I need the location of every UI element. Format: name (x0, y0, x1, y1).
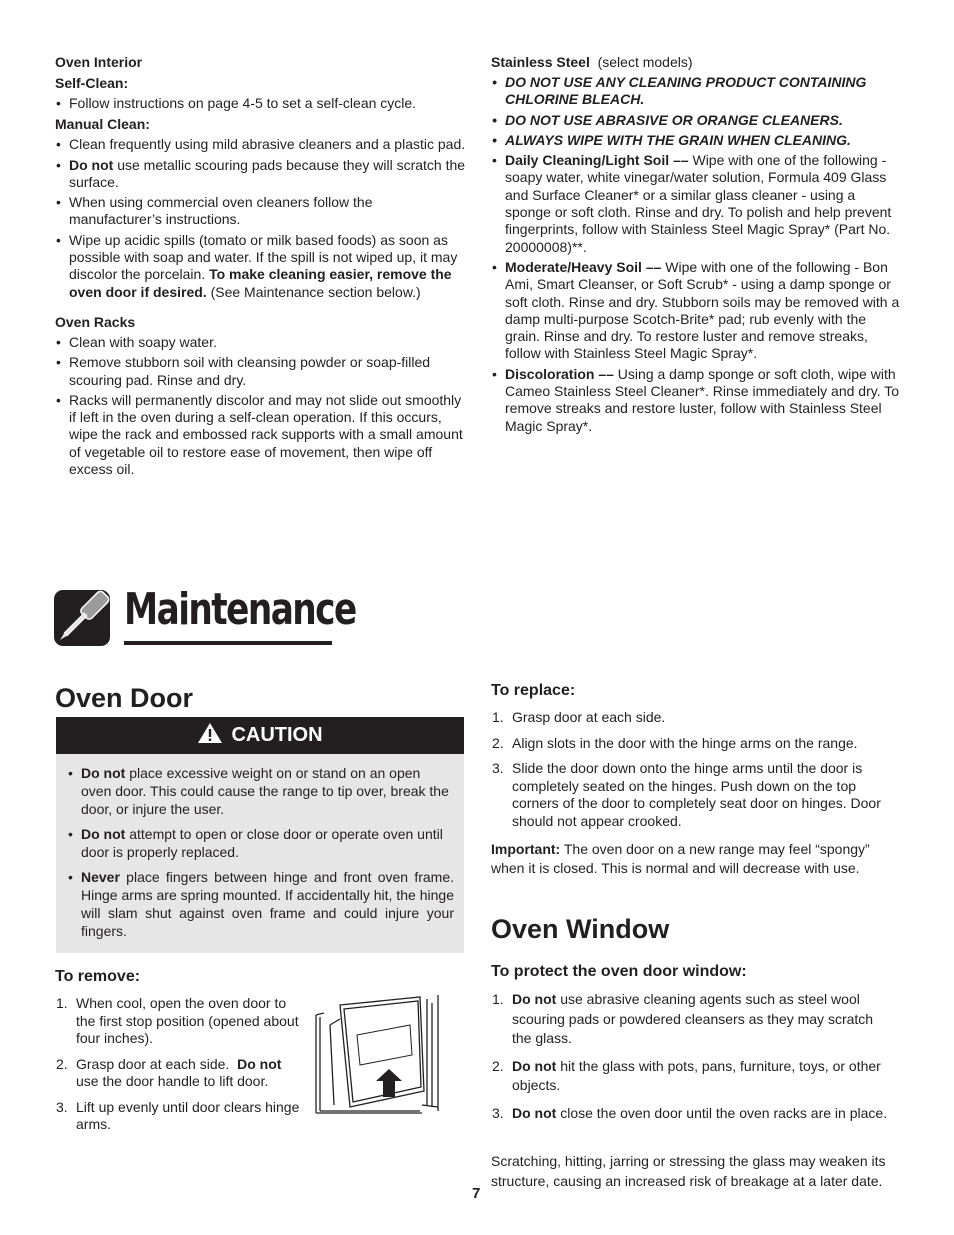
stainless-steel-section (491, 53, 901, 438)
list-item: 3. Do not close the oven door until the oven racks are in place. (492, 1104, 888, 1121)
manual-clean-list (55, 136, 467, 301)
list-item: • Wipe up acidic spills (tomato or milk based foods) as soon as possible with soap and water. If the spill is not wiped up, it may discolor the porcelain. To make cleaning easier, remove the oven door if desired. (See Maintenance section below.) (55, 232, 467, 301)
list-item: • Do not place excessive weight on or stand on an open oven door. This could cause the range to tip over, break the door, or injure the user. (67, 764, 454, 818)
caution-label: CAUTION (231, 724, 323, 746)
protect-steps (491, 990, 896, 1123)
maintenance-rule (124, 641, 332, 645)
stainless-steel-list (491, 74, 901, 435)
list-item: • Clean frequently using mild abrasive cleaners and a plastic pad. (55, 136, 467, 153)
stainless-steel-heading: Stainless Steel (select models) (491, 54, 693, 70)
caution-box (56, 717, 464, 953)
oven-racks-list (55, 334, 467, 478)
list-item: • Daily Cleaning/Light Soil –– Wipe with one of the following - soapy water, white vinegar/water solution, Formula 409 Glass and Surface Cleaner* or a similar glass cleaner - using a sponge or soft cloth. Rinse and dry. To polish and help prevent fingerprints, follow with Stainless Steel Magic Spray* (Part No. 20000008)**. (491, 152, 901, 256)
warning-item: • ALWAYS WIPE WITH THE GRAIN WHEN CLEANING. (491, 132, 901, 149)
list-item: • Do not attempt to open or close door or operate oven until door is properly replaced. (67, 825, 454, 861)
warning-triangle-icon (197, 722, 223, 749)
oven-interior-heading: Oven Interior (55, 54, 143, 70)
important-note: Important: The oven door on a new range may feel “spongy” when it is closed. This is normal and will decrease with use. (491, 841, 870, 876)
list-item: • Clean with soapy water. (55, 334, 467, 351)
to-replace-heading: To replace: (491, 682, 576, 699)
maintenance-title: Maintenance (124, 584, 356, 635)
list-item: • Remove stubborn soil with cleansing powder or soap-filled scouring pad. Rinse and dry. (55, 354, 467, 389)
page-number: 7 (472, 1185, 481, 1202)
list-item: 3. Lift up evenly until door clears hinge arms. (56, 1098, 300, 1132)
caution-list (56, 754, 464, 940)
oven-window-title: Oven Window (491, 914, 670, 944)
self-clean-heading: Self-Clean: (55, 75, 129, 91)
oven-door-title: Oven Door (55, 683, 194, 713)
window-closing-note: Scratching, hitting, jarring or stressing the glass may weaken its structure, causing an increased risk of breakage at a later date. (491, 1153, 886, 1189)
warning-item: • DO NOT USE ANY CLEANING PRODUCT CONTAINING CHLORINE BLEACH. (491, 74, 901, 109)
to-remove-heading: To remove: (55, 968, 141, 985)
oven-racks-heading: Oven Racks (55, 313, 136, 330)
oven-door-illustration (312, 995, 445, 1117)
list-item: • Never place fingers between hinge and front oven frame. Hinge arms are spring mounted. If accidentally hit, the hinge will slam shut against oven frame and could injure your fingers. (67, 868, 454, 940)
list-item: 3. Slide the door down onto the hinge arms until the door is completely seated on the hinges. Push down on the top corners of the door to completely seat door on hinges. Door should not appear crooked. (492, 760, 881, 829)
list-item: 1. Grasp door at each side. (492, 709, 666, 725)
list-item: 1. When cool, open the oven door to the first stop position (opened about four inches). (56, 995, 299, 1046)
list-item: 2. Grasp door at each side. Do not use the door handle to lift door. (56, 1055, 282, 1089)
oven-interior-section (55, 53, 467, 481)
caution-header (56, 717, 464, 754)
list-item: • Do not use metallic scouring pads because they will scratch the surface. (55, 157, 467, 192)
list-item: • Moderate/Heavy Soil –– Wipe with one of the following - Bon Ami, Smart Cleanser, or Soft Scrub* - using a damp sponge or soft cloth. Rinse and dry. Stubborn soils may be removed with a damp multi-purpose Scotch-Brite* pad; rub evenly with the grain. Rinse and dry. To restore luster and remove streaks, follow with Stainless Steel Magic Spray*. (491, 259, 901, 363)
list-item: • Discoloration –– Using a damp sponge or soft cloth, wipe with Cameo Stainless Steel Cleaner*. Rinse immediately and dry. To remove streaks and restore luster, follow with Stainless Steel Magic Spray*. (491, 366, 901, 435)
warning-item: • DO NOT USE ABRASIVE OR ORANGE CLEANERS. (491, 112, 901, 129)
protect-window-heading: To protect the oven door window: (491, 963, 747, 980)
screwdriver-icon (53, 589, 111, 647)
self-clean-list (55, 95, 467, 112)
replace-steps (491, 709, 901, 830)
list-item: 2. Align slots in the door with the hinge arms on the range. (492, 734, 858, 751)
list-item: 2. Do not hit the glass with pots, pans, furniture, toys, or other objects. (492, 1057, 881, 1093)
manual-clean-heading: Manual Clean: (55, 116, 150, 133)
list-item: 1. Do not use abrasive cleaning agents such as steel wool scouring pads or powdered cleansers as they may scratch the glass. (492, 991, 874, 1046)
list-item: • Follow instructions on page 4-5 to set a self-clean cycle. (55, 95, 467, 112)
list-item: • Racks will permanently discolor and may not slide out smoothly if left in the oven during a self-clean operation. If this occurs, wipe the rack and embossed rack supports with a small amount of vegetable oil to restore ease of movement, then wipe off excess oil. (55, 392, 467, 478)
list-item: • When using commercial oven cleaners follow the manufacturer’s instructions. (55, 194, 467, 229)
remove-steps (55, 995, 305, 1134)
